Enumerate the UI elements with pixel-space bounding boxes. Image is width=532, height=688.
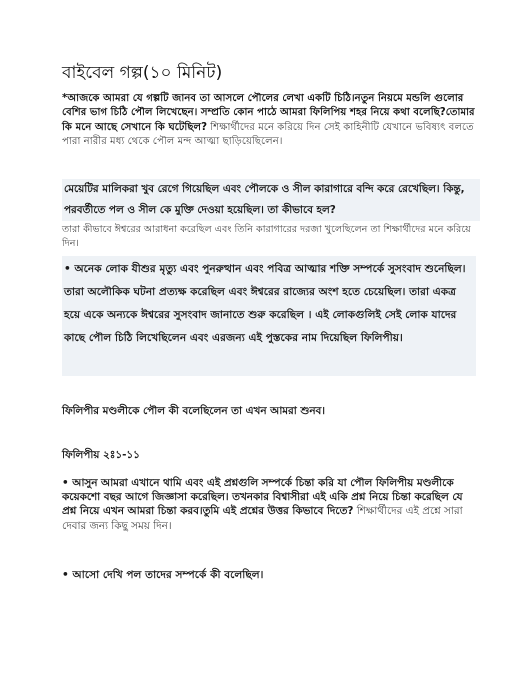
scripture-reference: ফিলিপীয় ২ঃ১-১১ (62, 449, 140, 461)
prison-paragraph: মেয়েটির মালিকরা খুব রেগে গিয়েছিল এবং পৌলকে ও সীল কারাগারে বন্দি করে রেখেছিল। কিন্তু, পরবর্তীতে পল ও সীল কে মুক্তি দেওয়া হয়েছিল। তা কীভাবে হল? (62, 179, 480, 221)
intro-teacher-note: শিক্ষার্থীদের মনে করিয়ে দিন সেই কাহিনীটি যেখানে ভবিষ্যৎ বলতে পারা নারীর মধ্য থেকে পৌল মন্দ আত্মা ছাড়িয়েছিলেন। (62, 121, 474, 148)
listen-paragraph: ফিলিপীর মণ্ডলীকে পৌল কী বলেছিলেন তা এখন আমরা শুনব। (62, 405, 326, 417)
question-paragraph (62, 476, 476, 533)
question-teacher-note: শিক্ষার্থীদের এই প্রশ্নে সারা দেবার জন্য কিছু সময় দিন। (62, 505, 463, 532)
intro-paragraph (62, 92, 476, 150)
prison-teacher-note: তারা কীভাবে ঈশ্বরের আরাধনা করেছিল এবং তিনি কারাগারের দরজা খুলেছিলেন তা শিক্ষার্থীদের মনে করিয়ে দিন। (62, 224, 471, 249)
question-bold-text: • আসুন আমরা এখানে থামি এবং এই প্রশ্নগুলি সম্পর্কে চিন্তা করি যা পৌল ফিলিপীয় মণ্ডলীকে কয়েকশো বছর আগে জিজ্ঞাসা করেছিল। তখনকার বিশ্বাসীরা এই একি প্রশ্ন নিয়ে চিন্তা করেছিল যে প্রশ্ন নিয়ে এখন আমরা চিন্তা করব।তুমি এই প্রশ্নের উত্তর কিভাবে দিতে? (62, 477, 463, 518)
closing-paragraph: • আসো দেখি পল তাদের সম্পর্কে কী বলেছিল। (62, 569, 264, 581)
intro-bold-text: *আজকে আমরা যে গল্পটি জানব তা আসলে পৌলের লেখা একটি চিঠি।নতুন নিয়মে মন্ডলি গুলোর বেশির ভাগ চিঠি পৌল লিখেছেন। সম্প্রতি কোন পাঠে আমরা ফিলিপিয় শহর নিয়ে কথা বলেছি?তোমার কি মনে আছে সেখানে কি ঘটেছিল? (62, 93, 475, 133)
church-paragraph (62, 256, 476, 376)
page-title: বাইবেল গল্প(১০ মিনিট) (62, 63, 223, 83)
church-paragraph-text: • অনেক লোক যীশুর মৃত্যু এবং পুনরুত্থান এবং পবিত্র আত্মার শক্তি সম্পর্কে সুসংবাদ শুনেছিল। তারা অলৌকিক ঘটনা প্রত্যক্ষ করেছিল এবং ঈশ্বরের রাজ্যের অংশ হতে চেয়েছিল। তারা একত্র হয়ে একে অন্যকে ঈশ্বরের সুসংবাদ জানাতে শুরু করেছিল । এই লোকগুলিই সেই লোক যাদের কাছে পৌল চিঠি লিখেছিলেন এবং এরজন্য এই পুস্তকের নাম দিয়েছিল ফিলিপীয়। (64, 263, 466, 344)
